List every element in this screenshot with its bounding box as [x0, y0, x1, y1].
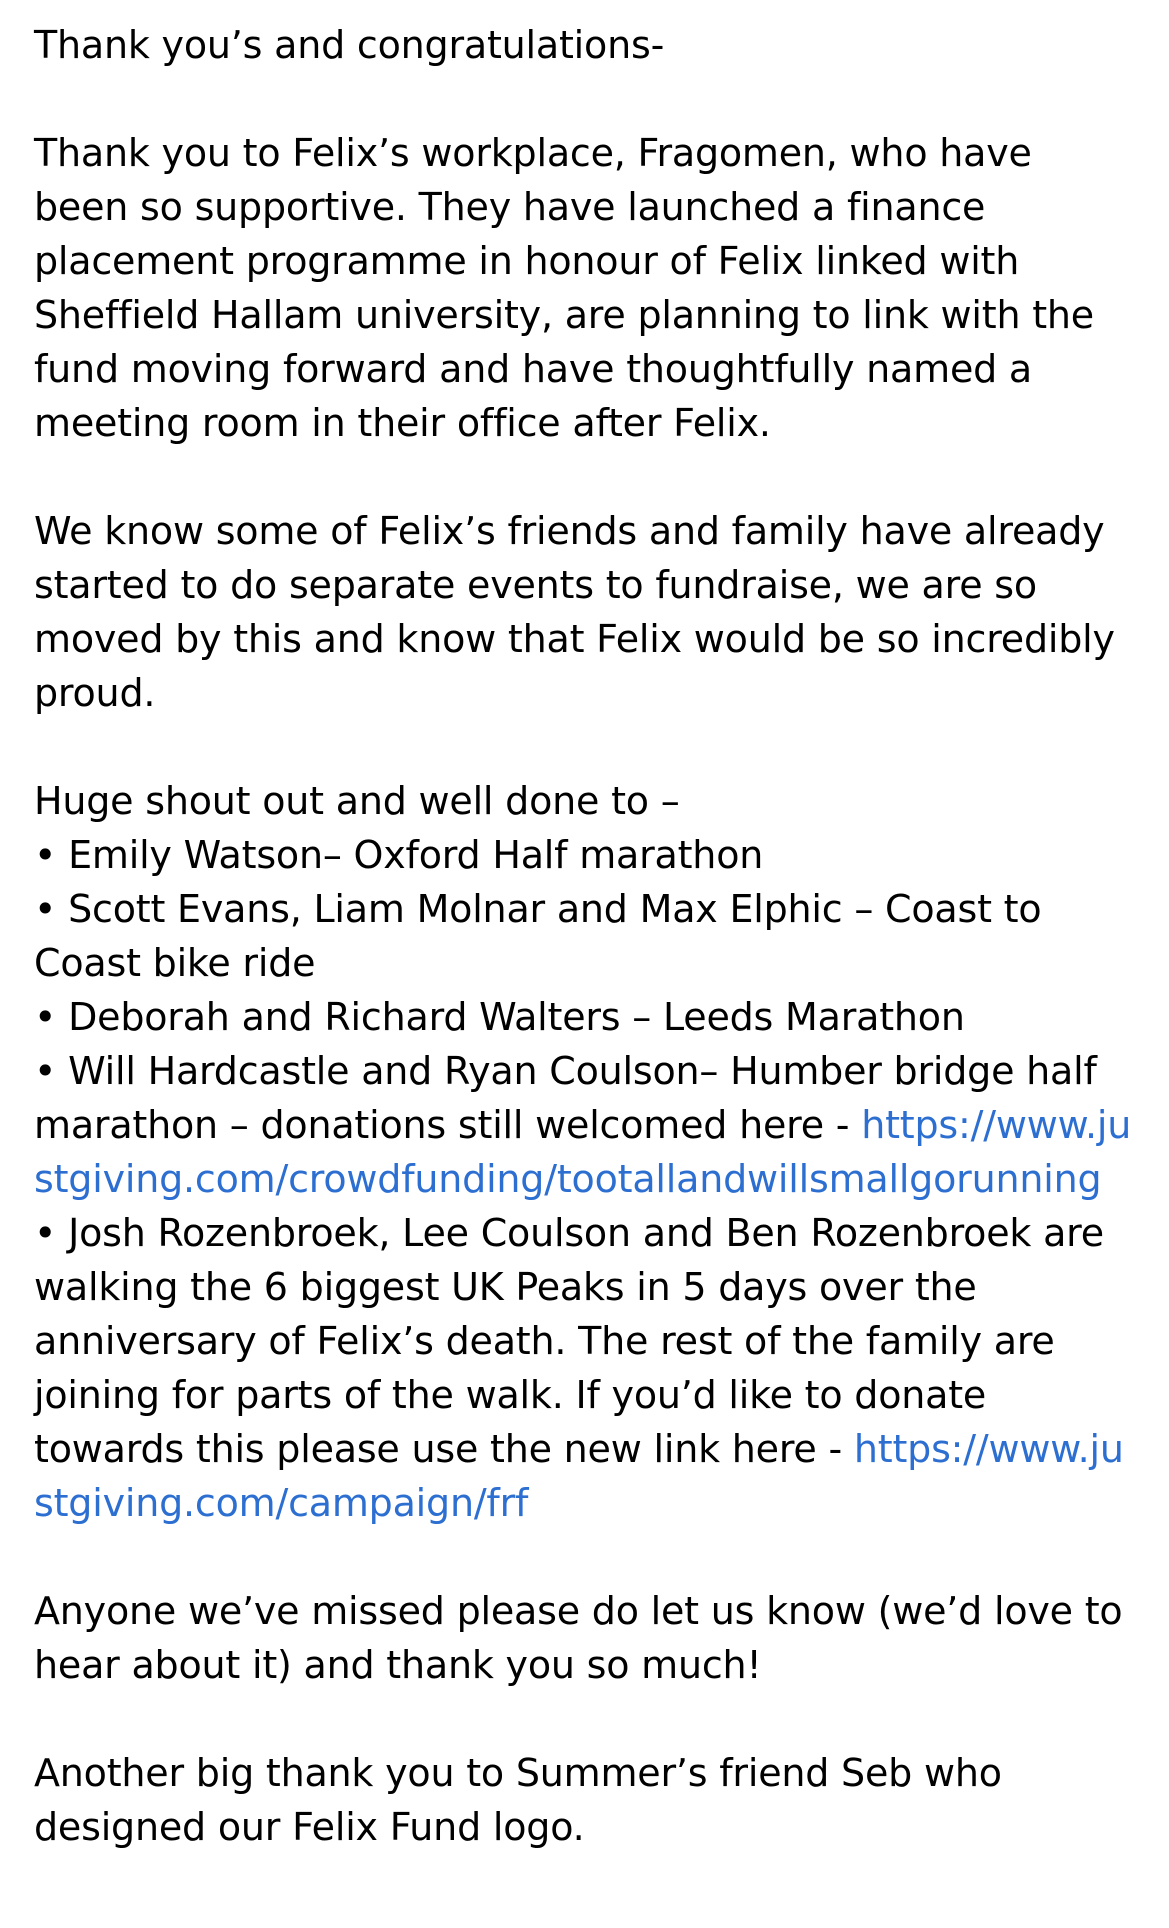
list-item-leeds-marathon: • Deborah and Richard Walters – Leeds Marathon	[34, 995, 965, 1039]
paragraph-friends-family: We know some of Felix’s friends and family have already started to do separate events to fundraise, we are so moved by this and know that Felix would be so incredibly proud.	[34, 509, 1115, 715]
paragraph-shoutout-heading: Huge shout out and well done to –	[34, 779, 680, 823]
paragraph-spacer	[34, 450, 1135, 504]
paragraph-spacer	[34, 720, 1135, 774]
justgiving-campaign-link[interactable]: https://www.justgiving.com/campaign/frf	[34, 1427, 1124, 1525]
paragraph-fragomen: Thank you to Felix’s workplace, Fragomen, who have been so supportive. They have launched a finance placement programme in honour of Felix linked with Sheffield Hallam university, are planning to link with the fund moving forward and have thoughtfully named a meeting room in their office after Felix.	[34, 131, 1094, 445]
uk-peaks-text: • Josh Rozenbroek, Lee Coulson and Ben Rozenbroek are walking the 6 biggest UK Peaks in 5 days over the anniversary of Felix’s death. The rest of the family are joining for parts of the walk. If you’d like to donate towards this please use the new link here -	[34, 1211, 1104, 1471]
paragraph-spacer	[34, 1530, 1135, 1584]
paragraph-spacer	[34, 72, 1135, 126]
paragraph-anyone-missed: Anyone we’ve missed please do let us know (we’d love to hear about it) and thank you so much!	[34, 1589, 1123, 1687]
list-item-uk-peaks	[34, 1206, 1135, 1530]
shoutout-list	[34, 828, 1135, 1530]
list-item-coast-to-coast: • Scott Evans, Liam Molnar and Max Elphic – Coast to Coast bike ride	[34, 887, 1042, 985]
humber-bridge-text: • Will Hardcastle and Ryan Coulson– Humber bridge half marathon – donations still welcomed here -	[34, 1049, 1097, 1147]
justgiving-crowdfunding-link[interactable]: https://www.justgiving.com/crowdfunding/tootallandwillsmallgorunning	[34, 1103, 1132, 1201]
paragraph-spacer	[34, 1692, 1135, 1746]
paragraph-intro: Thank you’s and congratulations-	[34, 23, 665, 67]
list-item-humber-bridge	[34, 1044, 1135, 1206]
list-item-emily-watson: • Emily Watson– Oxford Half marathon	[34, 833, 764, 877]
paragraph-logo-thanks: Another big thank you to Summer’s friend Seb who designed our Felix Fund logo.	[34, 1751, 1002, 1849]
